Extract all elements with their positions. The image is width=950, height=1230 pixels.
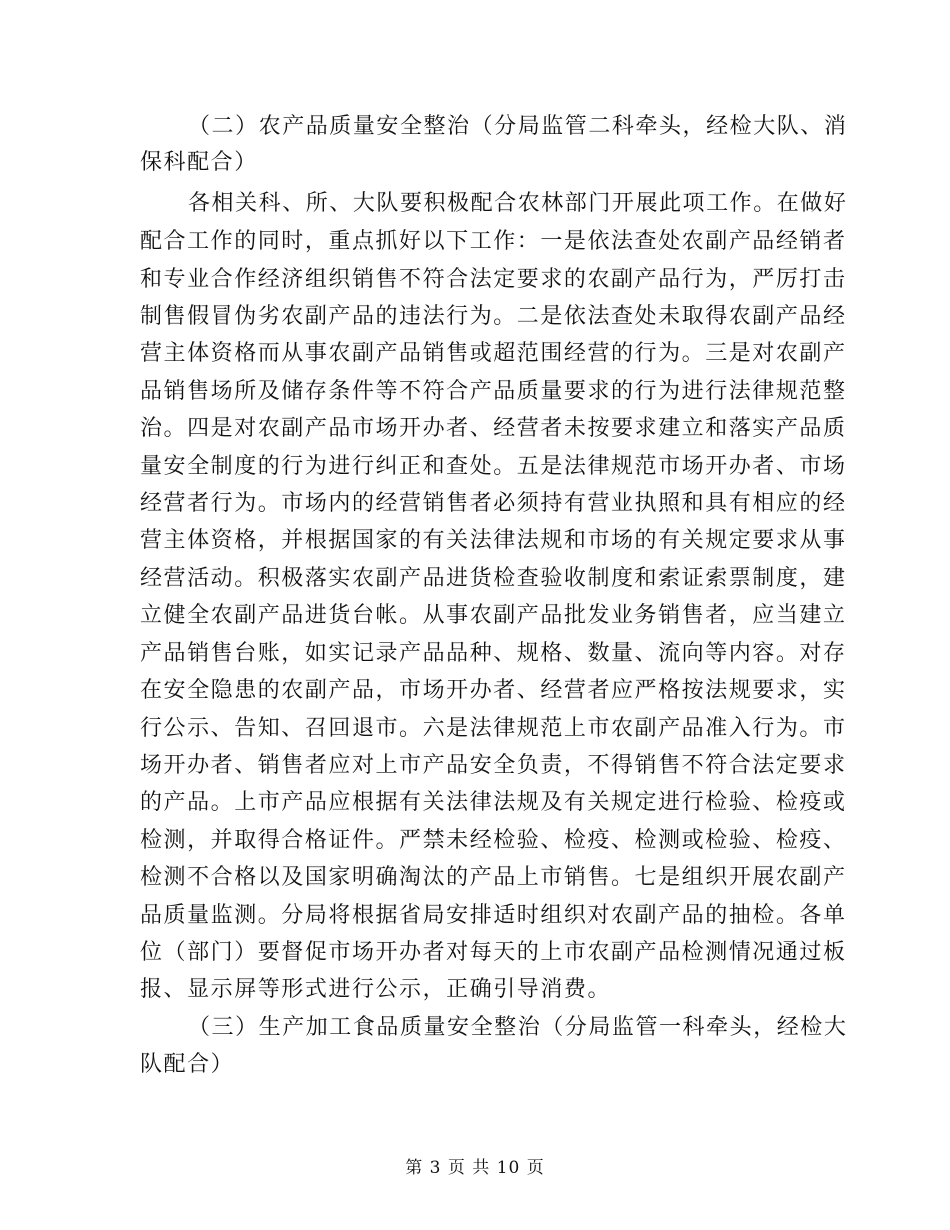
body-line: 和专业合作经济组织销售不符合法定要求的农副产品行为，严厉打击 [140, 267, 847, 292]
body-line: 行公示、告知、召回退市。六是法律规范上市农副产品准入行为。市 [140, 716, 847, 741]
body-line: 治。四是对农副产品市场开办者、经营者未按要求建立和落实产品质 [140, 416, 847, 441]
body-line: 配合工作的同时，重点抓好以下工作：一是依法查处农副产品经销者 [140, 229, 847, 254]
body-line: 各相关科、所、大队要积极配合农林部门开展此项工作。在做好 [188, 191, 848, 216]
heading-section-2-cont: 保科配合） [140, 150, 258, 175]
body-line: 的产品。上市产品应根据有关法律法规及有关规定进行检验、检疫或 [140, 790, 847, 815]
body-line: 产品销售台账，如实记录产品品种、规格、数量、流向等内容。对存 [140, 641, 847, 666]
body-line: 检测不合格以及国家明确淘汰的产品上市销售。七是组织开展农副产 [140, 865, 847, 890]
body-line: 制售假冒伪劣农副产品的违法行为。二是依法查处未取得农副产品经 [140, 304, 847, 329]
body-line: 品销售场所及储存条件等不符合产品质量要求的行为进行法律规范整 [140, 379, 847, 404]
body-line: 位（部门）要督促市场开办者对每天的上市农副产品检测情况通过板 [140, 940, 847, 965]
body-line: 营主体资格，并根据国家的有关法律法规和市场的有关规定要求从事 [140, 528, 847, 553]
body-line: 经营活动。积极落实农副产品进货检查验收制度和索证索票制度，建 [140, 566, 847, 591]
heading-section-2: （二）农产品质量安全整治（分局监管二科牵头，经检大队、消 [188, 114, 848, 139]
body-line: 品质量监测。分局将根据省局安排适时组织对农副产品的抽检。各单 [140, 903, 847, 928]
page-number-footer: 第 3 页 共 10 页 [405, 1158, 545, 1178]
heading-section-3: （三）生产加工食品质量安全整治（分局监管一科牵头，经检大 [188, 1015, 848, 1040]
body-line: 检测，并取得合格证件。严禁未经检验、检疫、检测或检验、检疫、 [140, 828, 847, 853]
body-line: 营主体资格而从事农副产品销售或超范围经营的行为。三是对农副产 [140, 341, 847, 366]
body-line: 经营者行为。市场内的经营销售者必须持有营业执照和具有相应的经 [140, 491, 847, 516]
body-line: 在安全隐患的农副产品，市场开办者、经营者应严格按法规要求，实 [140, 678, 847, 703]
body-line: 立健全农副产品进货台帐。从事农副产品批发业务销售者，应当建立 [140, 603, 847, 628]
body-line: 场开办者、销售者应对上市产品安全负责，不得销售不符合法定要求 [140, 753, 847, 778]
body-line: 量安全制度的行为进行纠正和查处。五是法律规范市场开办者、市场 [140, 454, 847, 479]
heading-section-3-cont: 队配合） [140, 1052, 235, 1077]
body-line: 报、显示屏等形式进行公示，正确引导消费。 [140, 977, 612, 1002]
